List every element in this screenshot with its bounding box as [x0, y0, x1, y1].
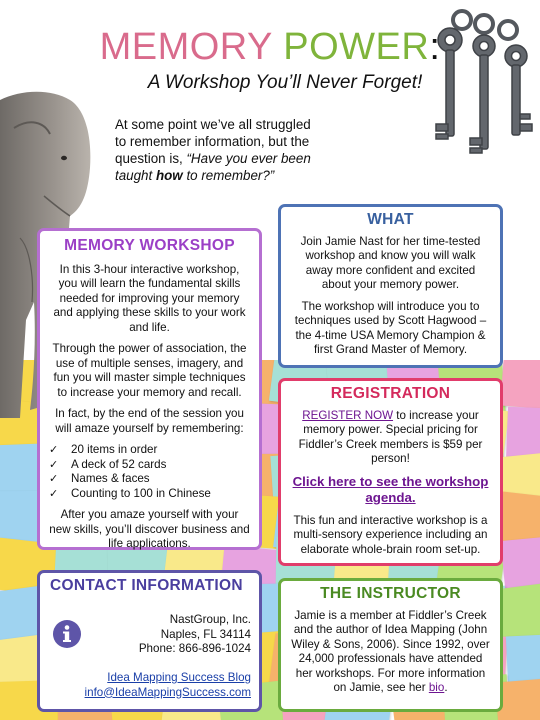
memory-workshop-p4: After you amaze yourself with your new skills, you’ll discover business and life applications. — [49, 508, 250, 550]
list-item-text: Counting to 100 in Chinese — [71, 486, 211, 500]
intro-question-c: to remember?” — [182, 168, 275, 183]
list-item-text: 20 items in order — [71, 443, 158, 456]
contact-city: Naples, FL 34114 — [160, 627, 251, 641]
intro-question-b: how — [155, 168, 183, 183]
page-subtitle: A Workshop You’ll Never Forget! — [147, 72, 423, 93]
list-item-text: Names & faces — [71, 472, 150, 485]
memory-workshop-p1: In this 3-hour interactive workshop, you will learn the fundamental skills needed for improving your memory and applying these skills to your work and life. — [53, 262, 246, 334]
intro-question-a: “Have you ever been taught — [115, 151, 311, 183]
registration-box — [278, 378, 503, 566]
memory-workshop-heading: MEMORY WORKSHOP — [64, 237, 235, 254]
agenda-link[interactable]: Click here to see the workshop agenda. — [292, 473, 489, 505]
contact-heading: CONTACT INFORMATION — [50, 577, 243, 594]
what-p2: The workshop will introduce you to techniques used by Scott Hagwood – the 4-time USA Memory Champion & first Grand Master of Memory. — [294, 299, 487, 356]
bio-link[interactable]: bio — [428, 681, 445, 694]
check-icon: ✓ — [49, 458, 59, 471]
memory-workshop-p3: In fact, by the end of the session you will amaze yourself by remembering: — [55, 407, 244, 435]
check-icon: ✓ — [49, 473, 59, 485]
check-icon: ✓ — [49, 487, 59, 500]
intro-lead: At some point we’ve all struggled to remember information, but the question is, — [115, 117, 311, 166]
instructor-heading: THE INSTRUCTOR — [320, 585, 461, 602]
email-link[interactable]: info@IdeaMappingSuccess.com — [84, 685, 251, 699]
title-power: POWER — [283, 26, 430, 68]
contact-address — [139, 613, 251, 657]
contact-box — [37, 570, 262, 712]
what-heading: WHAT — [367, 211, 414, 228]
instructor-end: . — [444, 681, 448, 694]
contact-company: NastGroup, Inc. — [169, 613, 251, 626]
sticky-note — [500, 360, 540, 410]
instructor-text — [289, 609, 492, 696]
list-item-text: A deck of 52 cards — [71, 457, 167, 471]
registration-text: to increase your memory power. Special pricing for Fiddler’s Creek members is $59 per person! — [298, 408, 483, 465]
title-colon: : — [429, 26, 441, 68]
instructor-body: Jamie is a member at Fiddler’s Creek and the author of Idea Mapping (John Wiley & Sons, 2006). Since 1992, over 24,000 professionals have attended her workshops. For more information on Jamie, see her — [291, 608, 490, 694]
memory-workshop-p2: Through the power of association, the use of multiple senses, imagery, and fun you will master simple techniques to increase your memory and recall. — [52, 342, 247, 399]
list-item — [49, 472, 250, 487]
page-title — [0, 26, 540, 69]
contact-phone: Phone: 866-896-1024 — [138, 642, 251, 655]
memory-items-list — [49, 443, 250, 501]
list-item — [49, 443, 250, 458]
info-icon — [52, 619, 82, 649]
list-item — [49, 458, 250, 473]
intro-text — [115, 116, 320, 184]
list-item — [49, 487, 250, 502]
what-p1: Join Jamie Nast for her time-tested workshop and know you will walk away more confident and excited about your memory power. — [300, 234, 481, 291]
blog-link[interactable]: Idea Mapping Success Blog — [107, 671, 251, 684]
check-icon: ✓ — [49, 444, 59, 456]
instructor-box — [278, 578, 503, 712]
contact-links — [85, 671, 251, 700]
sticky-note — [497, 581, 540, 641]
registration-heading: REGISTRATION — [330, 385, 451, 402]
what-box — [278, 204, 503, 368]
title-memory: MEMORY — [99, 26, 273, 68]
registration-p1 — [289, 409, 492, 467]
register-now-link[interactable]: REGISTER NOW — [302, 408, 394, 422]
registration-p2: This fun and interactive workshop is a multi-sensory experience including an elaborate whole-brain room set-up. — [293, 513, 488, 556]
memory-workshop-box — [37, 228, 262, 550]
agenda-paragraph — [289, 474, 492, 506]
